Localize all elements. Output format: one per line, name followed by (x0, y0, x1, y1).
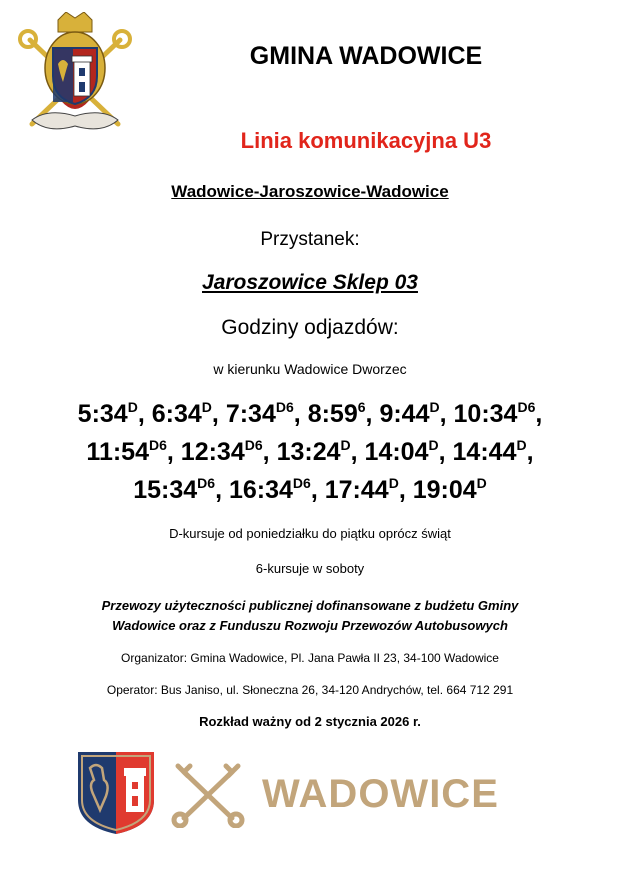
departure-time: 13:24 (276, 438, 341, 466)
departure-mark: D (429, 399, 440, 415)
departure-mark: D6 (148, 437, 167, 453)
departure-mark: D (516, 437, 527, 453)
departure-mark: D (201, 399, 212, 415)
departure-mark: D6 (244, 437, 263, 453)
departure-time: 7:34 (225, 400, 276, 428)
departure-mark: D (340, 437, 351, 453)
validity-date: Rozkład ważny od 2 stycznia 2026 r. (199, 714, 421, 729)
line-title: Linia komunikacyjna U3 (240, 128, 492, 153)
departure-time: 8:59 (307, 400, 358, 428)
departure-mark: D (388, 475, 399, 491)
crossed-keys-icon (170, 760, 246, 828)
departure-time: 15:34 (133, 476, 198, 504)
wadowice-shield-icon (76, 750, 156, 836)
note-6-saturdays: 6-kursuje w soboty (255, 561, 365, 576)
departure-row: $11:54^{D6}$, $12:34^{D6}$, $13:24^D$, $14:04^D$, $14:44^D$, (86, 437, 534, 466)
coat-of-arms-icon (18, 12, 132, 142)
departure-time: 17:44 (324, 476, 389, 504)
departure-mark: D6 (275, 399, 294, 415)
funding-line-2: Wadowice oraz z Funduszu Rozwoju Przewozów Autobusowych (112, 618, 508, 633)
note-d-weekdays: D-kursuje od poniedziałku do piątku oprócz świąt (169, 526, 451, 541)
operator-info: Operator: Bus Janiso, ul. Słoneczna 26, 34-120 Andrychów, tel. 664 712 291 (106, 683, 514, 697)
stop-label: Przystanek: (260, 229, 360, 250)
departure-time: 10:34 (453, 400, 518, 428)
direction-label: w kierunku Wadowice Dworzec (213, 361, 407, 377)
organizer-info: Organizator: Gmina Wadowice, Pl. Jana Pawła II 23, 34-100 Wadowice (121, 651, 499, 665)
departure-mark: D6 (292, 475, 311, 491)
brand-wordmark: WADOWICE (262, 772, 499, 816)
departure-mark: D (127, 399, 138, 415)
departure-time: 9:44 (379, 400, 430, 428)
route-name: Wadowice-Jaroszowice-Wadowice (171, 182, 449, 201)
departure-time: 5:34 (77, 400, 128, 428)
departure-row: $15:34^{D6}$, $16:34^{D6}$, $17:44^D$, $19:04^D$ (133, 475, 487, 504)
municipality-title: GMINA WADOWICE (249, 42, 483, 70)
departure-mark: D (476, 475, 487, 491)
funding-line-1: Przewozy użyteczności publicznej dofinansowane z budżetu Gminy (101, 598, 519, 613)
departure-time: 12:34 (180, 438, 245, 466)
departure-time: 14:44 (452, 438, 517, 466)
departure-time: 16:34 (228, 476, 293, 504)
departure-mark: D6 (517, 399, 536, 415)
funding-note (0, 596, 620, 636)
departure-time: 19:04 (412, 476, 477, 504)
stop-name: Jaroszowice Sklep 03 (202, 271, 418, 294)
departure-mark: 6 (357, 399, 366, 415)
departure-hours-label: Godziny odjazdów: (221, 316, 399, 339)
departure-time: 11:54 (86, 438, 149, 466)
departure-time: 14:04 (364, 438, 429, 466)
departure-times (0, 395, 620, 509)
departure-mark: D6 (197, 475, 216, 491)
departure-mark: D (428, 437, 439, 453)
departure-time: 6:34 (151, 400, 202, 428)
departure-row: $5:34^D$, $6:34^D$, $7:34^{D6}$, $8:59^6$, $9:44^D$, $10:34^{D6}$, (77, 399, 543, 428)
